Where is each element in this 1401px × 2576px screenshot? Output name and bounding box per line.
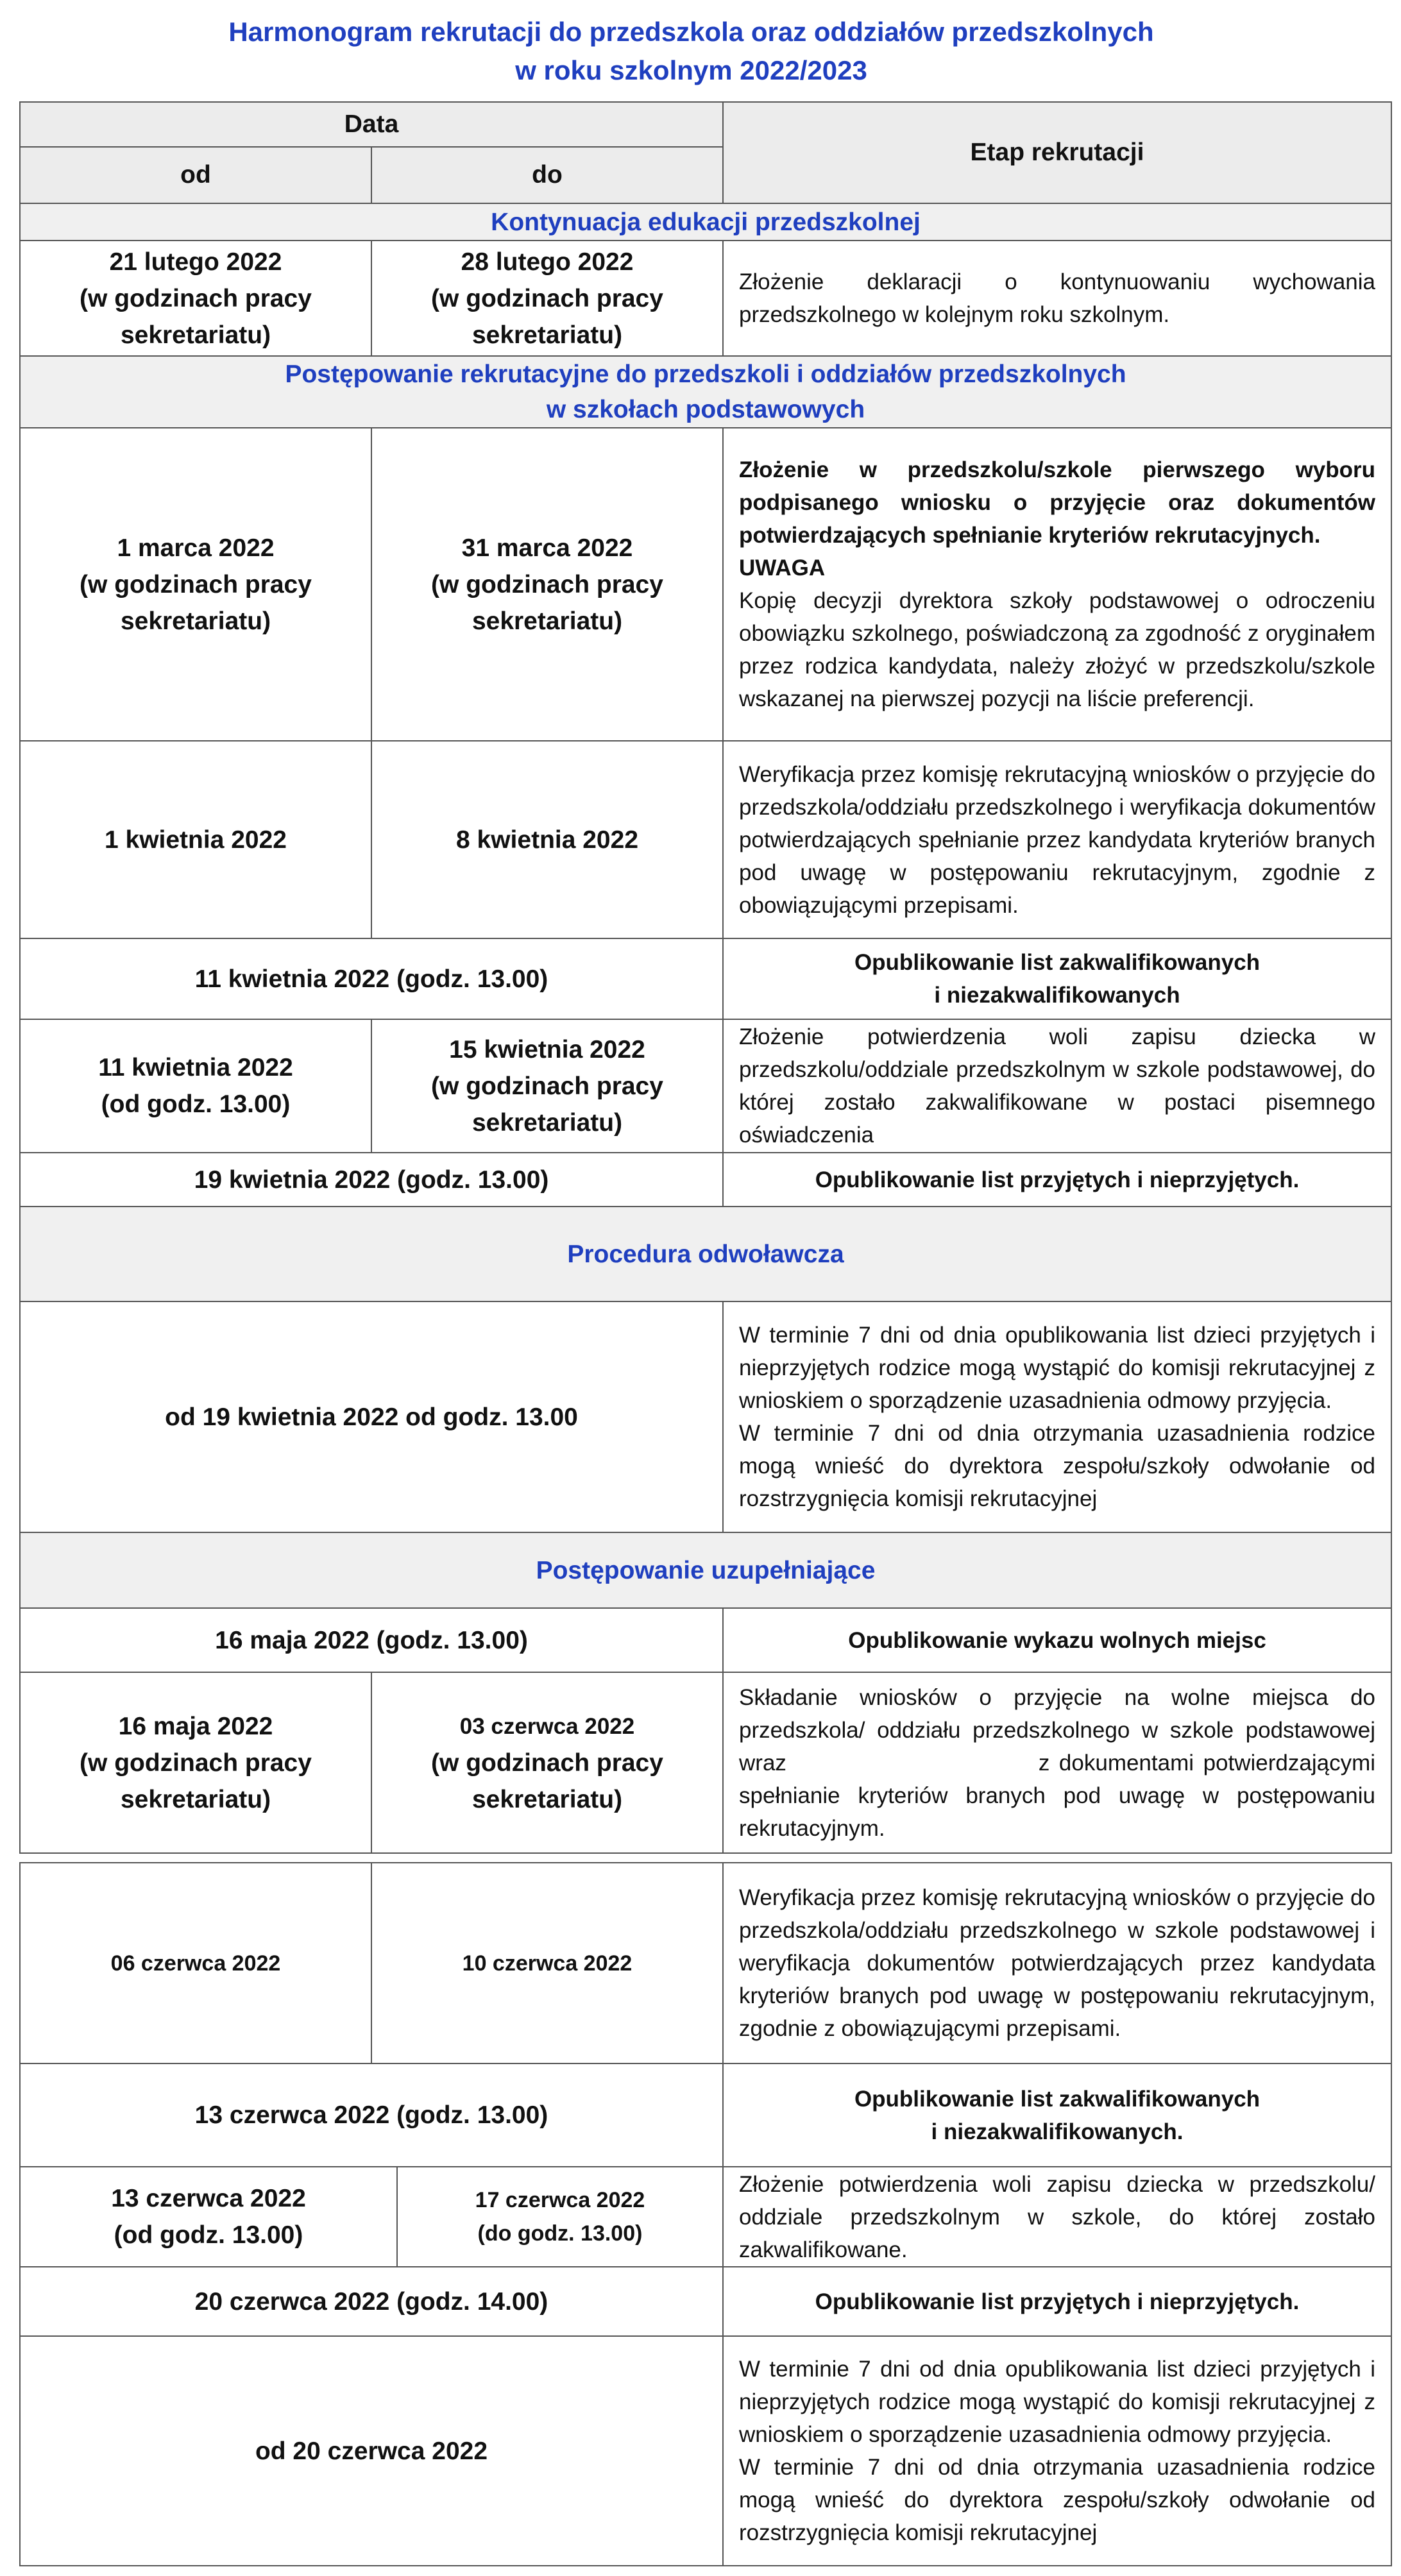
note-label: UWAGA: [739, 555, 826, 580]
section-postepowanie: Postępowanie rekrutacyjne do przedszkoli i oddziałów przedszkolnych w szkołach podstawowych: [20, 356, 1391, 428]
page-title: [19, 13, 1363, 90]
stage-text: Opublikowanie list zakwalifikowanych i niezakwalifikowanych.: [723, 2063, 1391, 2167]
header-do: do: [371, 147, 723, 203]
stage-text: Opublikowanie wykazu wolnych miejsc: [723, 1608, 1391, 1672]
schedule-table-2c: [19, 2266, 1392, 2566]
table-row: [20, 1863, 1391, 2063]
table-row: [20, 938, 1391, 1019]
table-row: [20, 1672, 1391, 1853]
table-row: [20, 2336, 1391, 2566]
date-to: 31 marca 2022 (w godzinach pracy sekretariatu): [371, 428, 723, 741]
date-to: 28 lutego 2022 (w godzinach pracy sekretariatu): [371, 241, 723, 356]
table-row: [20, 1608, 1391, 1672]
stage-text: Składanie wniosków o przyjęcie na wolne miejsca do przedszkola/ oddziału przedszkolnego w szkole podstawowej wraz z dokumentami potwierdzającymi spełnianie kryteriów branych pod uwagę w postępowaniu rekrutacyjnym.: [723, 1672, 1391, 1853]
date-to: 03 czerwca 2022 (w godzinach pracy sekretariatu): [371, 1672, 723, 1853]
header-data: Data: [20, 102, 723, 147]
stage-text: Złożenie potwierdzenia woli zapisu dziecka w przedszkolu/oddziale przedszkolnym w szkole podstawowej, do której zostało zakwalifikowane w postaci pisemnego oświadczenia: [723, 1019, 1391, 1153]
date-range: 19 kwietnia 2022 (godz. 13.00): [20, 1153, 723, 1207]
schedule-table-2: [19, 1862, 1392, 2167]
stage-text: W terminie 7 dni od dnia opublikowania list dzieci przyjętych i nieprzyjętych rodzice mogą wystąpić do komisji rekrutacyjnej z wnioskiem o sporządzenie uzasadnienia odmowy przyjęcia. W terminie 7 dni od dnia otrzymania uzasadnienia rodzice mogą wnieść do dyrektora zespołu/szkoły odwołanie od rozstrzygnięcia komisji rekrutacyjnej: [723, 2336, 1391, 2566]
date-from: 16 maja 2022 (w godzinach pracy sekretariatu): [20, 1672, 371, 1853]
table-row: [20, 1153, 1391, 1207]
date-to: 17 czerwca 2022 (do godz. 13.00): [397, 2167, 723, 2267]
section-odwolawcza: Procedura odwoławcza: [20, 1207, 1391, 1301]
date-range: 13 czerwca 2022 (godz. 13.00): [20, 2063, 723, 2167]
table-row: [20, 2063, 1391, 2167]
stage-text: Złożenie deklaracji o kontynuowaniu wychowania przedszkolnego w kolejnym roku szkolnym.: [723, 241, 1391, 356]
schedule-table-1: [19, 101, 1392, 1854]
date-to: 15 kwietnia 2022 (w godzinach pracy sekretariatu): [371, 1019, 723, 1153]
date-from: 1 marca 2022 (w godzinach pracy sekretariatu): [20, 428, 371, 741]
table-row: [20, 1019, 1391, 1153]
date-from: 06 czerwca 2022: [20, 1863, 371, 2063]
stage-text: Weryfikacja przez komisję rekrutacyjną wniosków o przyjęcie do przedszkola/oddziału przedszkolnego i weryfikacja dokumentów potwierdzających spełnianie przez kandydata kryteriów branych pod uwagę w postępowaniu rekrutacyjnym, zgodnie z obowiązującymi przepisami.: [723, 741, 1391, 938]
table-row: [20, 1301, 1391, 1532]
stage-text: W terminie 7 dni od dnia opublikowania list dzieci przyjętych i nieprzyjętych rodzice mogą wystąpić do komisji rekrutacyjnej z wnioskiem o sporządzenie uzasadnienia odmowy przyjęcia. W terminie 7 dni od dnia otrzymania uzasadnienia rodzice mogą wnieść do dyrektora zespołu/szkoły odwołanie od rozstrzygnięcia komisji rekrutacyjnej: [723, 1301, 1391, 1532]
table-row: [20, 428, 1391, 741]
date-range: 11 kwietnia 2022 (godz. 13.00): [20, 938, 723, 1019]
header-od: od: [20, 147, 371, 203]
stage-text: Złożenie potwierdzenia woli zapisu dziecka w przedszkolu/ oddziale przedszkolnym w szkole, do której zostało zakwalifikowane.: [723, 2167, 1391, 2267]
date-from: 11 kwietnia 2022 (od godz. 13.00): [20, 1019, 371, 1153]
table-row: [20, 2167, 1391, 2267]
stage-text: Opublikowanie list przyjętych i nieprzyjętych.: [723, 1153, 1391, 1207]
table-row: [20, 241, 1391, 356]
stage-bold-text: Złożenie w przedszkolu/szkole pierwszego wyboru podpisanego wniosku o przyjęcie oraz dokumentów potwierdzających spełnianie kryteriów rekrutacyjnych.: [739, 457, 1376, 548]
stage-text: [723, 428, 1391, 741]
stage-text: Weryfikacja przez komisję rekrutacyjną wniosków o przyjęcie do przedszkola/oddziału przedszkolnego w szkole podstawowej i weryfikacja dokumentów potwierdzających przez kandydata kryteriów branych pod uwagę w postępowaniu rekrutacyjnym, zgodnie z obowiązującymi przepisami.: [723, 1863, 1391, 2063]
title-line-1: Harmonogram rekrutacji do przedszkola oraz oddziałów przedszkolnych: [228, 17, 1154, 47]
section-uzupelniajace: Postępowanie uzupełniające: [20, 1532, 1391, 1608]
date-range: 20 czerwca 2022 (godz. 14.00): [20, 2267, 723, 2336]
date-from: 1 kwietnia 2022: [20, 741, 371, 938]
date-range: 16 maja 2022 (godz. 13.00): [20, 1608, 723, 1672]
date-from: 21 lutego 2022 (w godzinach pracy sekretariatu): [20, 241, 371, 356]
date-range: od 20 czerwca 2022: [20, 2336, 723, 2566]
title-line-2: w roku szkolnym 2022/2023: [515, 55, 867, 85]
stage-text: Opublikowanie list zakwalifikowanych i niezakwalifikowanych: [723, 938, 1391, 1019]
stage-text: Opublikowanie list przyjętych i nieprzyjętych.: [723, 2267, 1391, 2336]
schedule-table-2b: [19, 2166, 1392, 2267]
table-row: [20, 741, 1391, 938]
date-to: 8 kwietnia 2022: [371, 741, 723, 938]
date-range: od 19 kwietnia 2022 od godz. 13.00: [20, 1301, 723, 1532]
header-etap: Etap rekrutacji: [723, 102, 1391, 203]
date-to: 10 czerwca 2022: [371, 1863, 723, 2063]
note-text: Kopię decyzji dyrektora szkoły podstawowej o odroczeniu obowiązku szkolnego, poświadczoną za zgodność z oryginałem przez rodzica kandydata, należy złożyć w przedszkolu/szkole wskazanej na pierwszej pozycji na liście preferencji.: [739, 588, 1376, 711]
section-kontynuacja: Kontynuacja edukacji przedszkolnej: [20, 203, 1391, 241]
date-from: 13 czerwca 2022 (od godz. 13.00): [20, 2167, 397, 2267]
table-row: [20, 2267, 1391, 2336]
